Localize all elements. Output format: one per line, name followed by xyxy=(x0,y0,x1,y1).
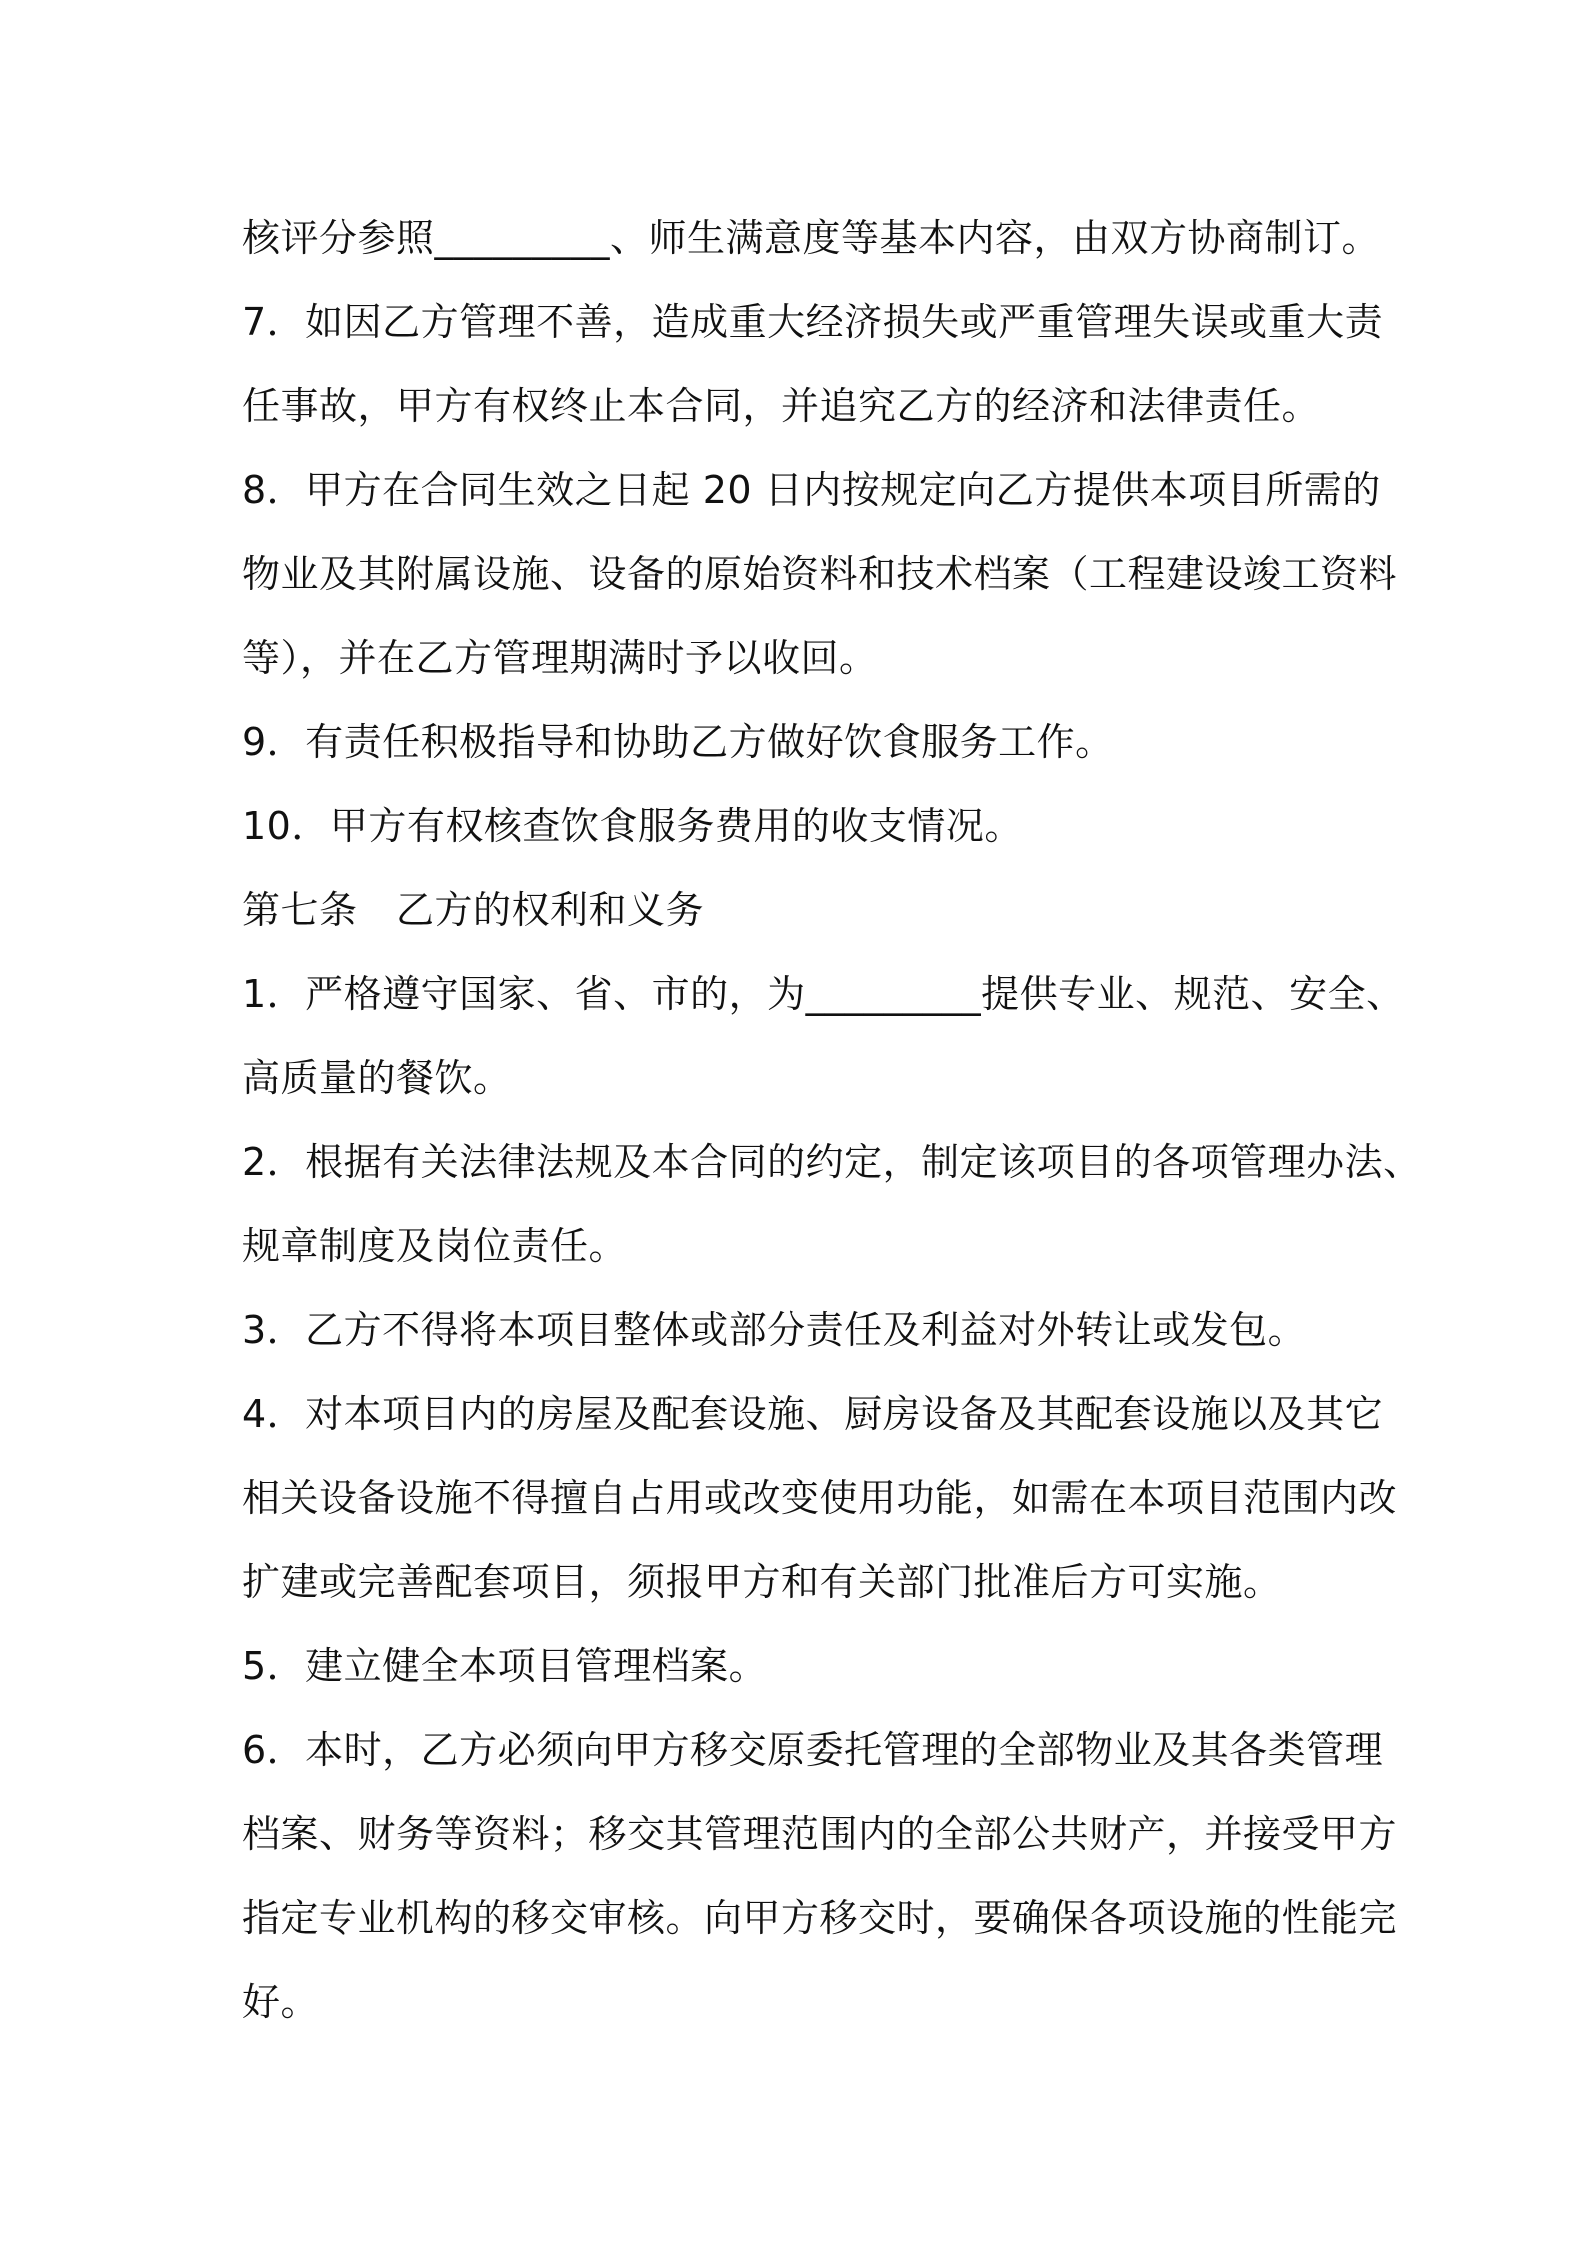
text-line: 等），并在乙方管理期满时予以收回。 xyxy=(242,636,878,680)
text-line: 规章制度及岗位责任。 xyxy=(242,1224,628,1268)
text-line: 6．本时，乙方必须向甲方移交原委托管理的全部物业及其各类管理 xyxy=(242,1728,1384,1772)
text-line: 好。 xyxy=(242,1980,320,2024)
text-line: 扩建或完善配套项目，须报甲方和有关部门批准后方可实施。 xyxy=(242,1560,1282,1604)
text-line: 2．根据有关法律法规及本合同的约定，制定该项目的各项管理办法、 xyxy=(242,1140,1422,1184)
document-body xyxy=(242,196,1422,2044)
text-line: 7．如因乙方管理不善，造成重大经济损失或严重管理失误或重大责 xyxy=(242,300,1384,344)
text-line: 相关设备设施不得擅自占用或改变使用功能，如需在本项目范围内改 xyxy=(242,1476,1398,1520)
text-line: 1．严格遵守国家、省、市的，为_________提供专业、规范、安全、 xyxy=(242,972,1405,1016)
text-line: 9．有责任积极指导和协助乙方做好饮食服务工作。 xyxy=(242,720,1114,764)
text-line: 10．甲方有权核查饮食服务费用的收支情况。 xyxy=(242,804,1023,848)
text-line: 物业及其附属设施、设备的原始资料和技术档案（工程建设竣工资料 xyxy=(242,552,1398,596)
text-line: 3．乙方不得将本项目整体或部分责任及利益对外转让或发包。 xyxy=(242,1308,1307,1352)
text-line: 8．甲方在合同生效之日起 20 日内按规定向乙方提供本项目所需的 xyxy=(242,468,1381,512)
text-line: 高质量的餐饮。 xyxy=(242,1056,512,1100)
section-heading: 第七条 乙方的权利和义务 xyxy=(242,888,705,932)
text-line: 指定专业机构的移交审核。向甲方移交时，要确保各项设施的性能完 xyxy=(242,1896,1398,1940)
text-line: 5．建立健全本项目管理档案。 xyxy=(242,1644,768,1688)
text-line: 4．对本项目内的房屋及配套设施、厨房设备及其配套设施以及其它 xyxy=(242,1392,1384,1436)
text-line: 任事故，甲方有权终止本合同，并追究乙方的经济和法律责任。 xyxy=(242,384,1321,428)
text-line: 核评分参照_________、师生满意度等基本内容，由双方协商制订。 xyxy=(242,216,1381,260)
text-line: 档案、财务等资料；移交其管理范围内的全部公共财产，并接受甲方 xyxy=(242,1812,1398,1856)
